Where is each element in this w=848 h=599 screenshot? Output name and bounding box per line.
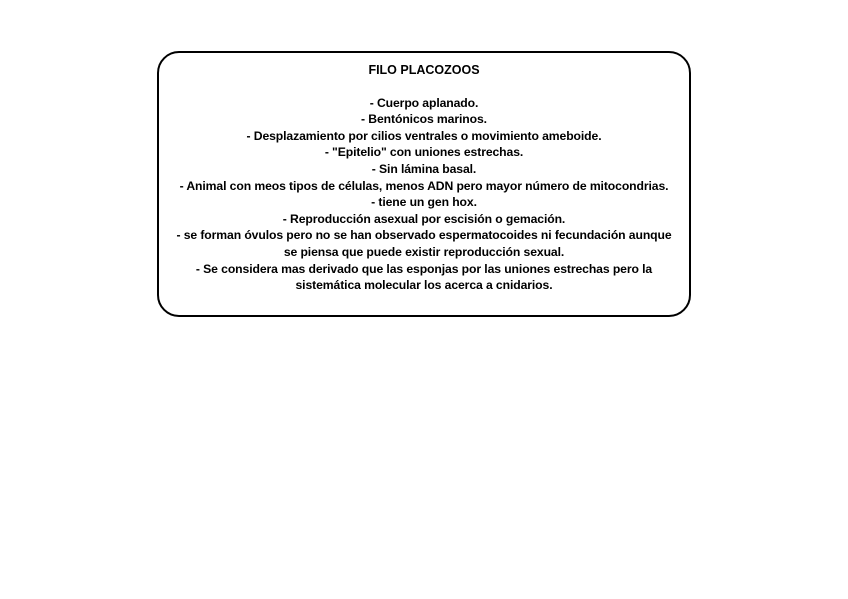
list-item: - se forman óvulos pero no se han observado espermatocoides ni fecundación aunque se piensa que puede existir reproducción sexual. xyxy=(176,228,672,259)
list-item: - tiene un gen hox. xyxy=(371,195,477,210)
list-item: - Animal con meos tipos de células, menos ADN pero mayor número de mitocondrias. xyxy=(179,178,669,193)
list-item: - Sin lámina basal. xyxy=(371,161,477,176)
list-item: - Bentónicos marinos. xyxy=(361,112,487,127)
list-item: - "Epitelio" con uniones estrechas. xyxy=(324,145,524,160)
card-title: FILO PLACOZOOS xyxy=(368,63,480,77)
list-item: - Reproducción asexual por escisión o gemación. xyxy=(282,211,566,226)
feature-list xyxy=(173,95,675,294)
list-item: - Cuerpo aplanado. xyxy=(369,95,479,110)
list-item: - Desplazamiento por cilios ventrales o movimiento ameboide. xyxy=(246,128,602,143)
list-item: - Se considera mas derivado que las esponjas por las uniones estrechas pero la sistemática molecular los acerca a cnidarios. xyxy=(195,261,653,293)
info-card xyxy=(157,51,691,317)
